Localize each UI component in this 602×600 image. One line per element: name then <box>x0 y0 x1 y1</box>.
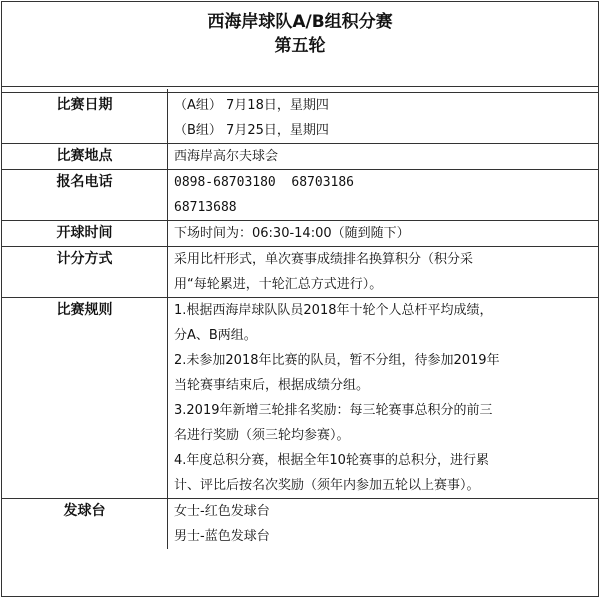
value-date-a: （A组） 7月18日，星期四 <box>174 98 329 113</box>
value-phone-1: 0898-68703180 68703186 <box>174 175 355 190</box>
rule-line: 名进行奖励（须三轮均参赛）。 <box>174 428 350 443</box>
label-match-venue: 比赛地点 <box>56 148 113 164</box>
label-scoring: 计分方式 <box>56 251 113 267</box>
document-title: 西海岸球队A/B组积分赛 <box>207 12 393 32</box>
value-tee-men: 男士-蓝色发球台 <box>174 529 270 544</box>
rule-line: 4.年度总积分赛，根据全年10轮赛事的总积分，进行累 <box>174 453 489 468</box>
rule-line: 3.2019年新增三轮排名奖励：每三轮赛事总积分的前三 <box>174 403 493 418</box>
value-tee-time: 下场时间为：06:30-14:00（随到随下） <box>174 226 410 241</box>
rule-line: 2.未参加2018年比赛的队员，暂不分组，待参加2019年 <box>174 353 500 368</box>
rule-line: 1.根据西海岸球队队员2018年十轮个人总杆平均成绩， <box>174 303 493 318</box>
row-tee-box <box>2 499 598 550</box>
round-subtitle: 第五轮 <box>274 36 326 56</box>
value-scoring-1: 采用比杆形式，单次赛事成绩排名换算积分（积分采 <box>174 252 474 267</box>
label-rules: 比赛规则 <box>56 302 113 318</box>
rule-line: 计、评比后按名次奖励（须年内参加五轮以上赛事）。 <box>174 478 480 493</box>
label-signup-phone: 报名电话 <box>56 174 113 190</box>
rule-line: 分A、B两组。 <box>174 328 257 343</box>
rule-line: 当轮赛事结束后，根据成绩分组。 <box>174 378 370 393</box>
value-tee-women: 女士-红色发球台 <box>174 504 270 519</box>
value-scoring-2: 用“每轮累进，十轮汇总方式进行）。 <box>174 277 383 292</box>
row-scoring <box>2 247 598 298</box>
row-tee-time <box>2 221 598 247</box>
value-phone-2: 68713688 <box>174 200 237 215</box>
value-date-b: （B组） 7月25日，星期四 <box>174 123 329 138</box>
row-rules <box>2 298 598 499</box>
label-tee-time: 开球时间 <box>56 225 113 241</box>
row-match-venue <box>2 144 598 170</box>
info-table <box>2 89 598 549</box>
label-match-date: 比赛日期 <box>56 97 113 113</box>
document-page <box>1 1 599 597</box>
title-block <box>2 2 598 87</box>
value-venue: 西海岸高尔夫球会 <box>174 149 279 164</box>
label-tee-box: 发球台 <box>63 503 106 519</box>
row-signup-phone <box>2 170 598 221</box>
row-match-date <box>2 93 598 144</box>
